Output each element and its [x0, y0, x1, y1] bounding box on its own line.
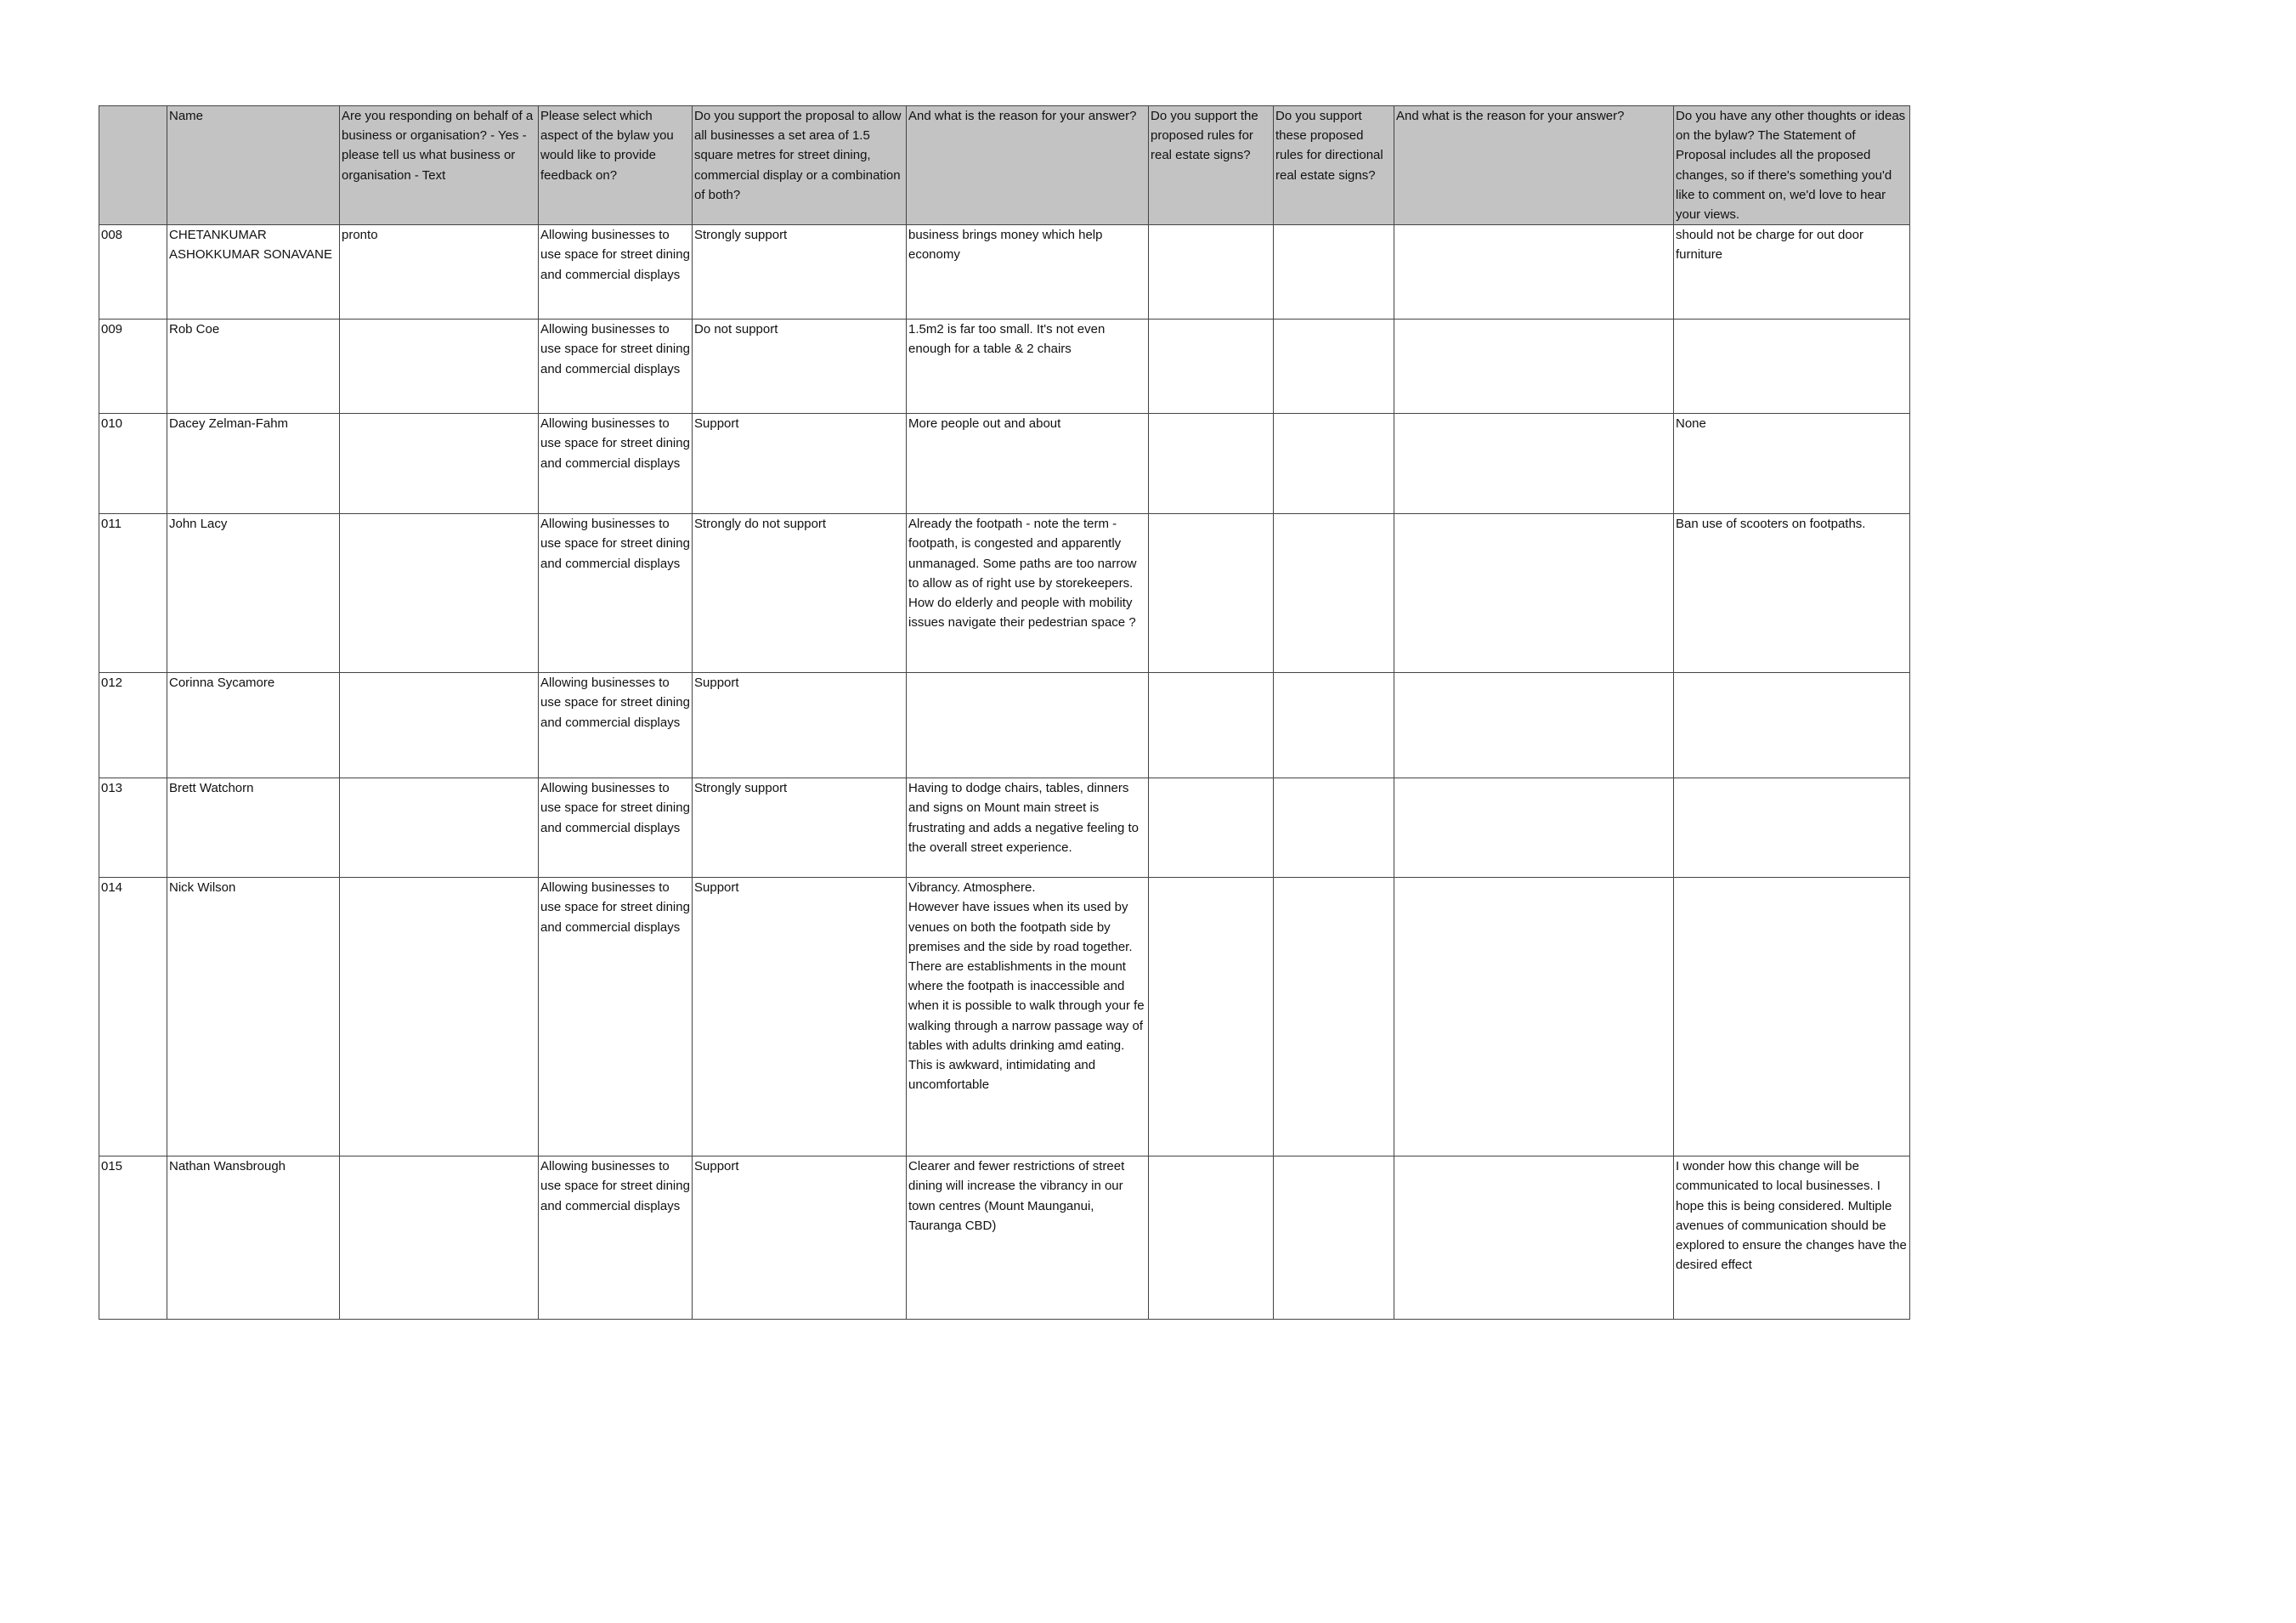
cell-directional-signs[interactable]	[1274, 1156, 1394, 1320]
cell-reason-signs[interactable]	[1394, 320, 1674, 414]
cell-real-estate-signs[interactable]	[1149, 673, 1274, 778]
cell-reason[interactable]: Vibrancy. Atmosphere. However have issues when its used by venues on both the footpath side by premises and the side by road together. There are establishments in the mount where the footpath is inaccessible and when it is possible to walk through your fe walking through a narrow passage way of tables with adults drinking amd eating. This is awkward, intimidating and uncomfortable	[907, 878, 1149, 1156]
cell-reason[interactable]: business brings money which help economy	[907, 225, 1149, 320]
cell-bylaw-aspect[interactable]: Allowing businesses to use space for street dining and commercial displays	[539, 1156, 693, 1320]
cell-reason-signs[interactable]	[1394, 878, 1674, 1156]
cell-name[interactable]: CHETANKUMAR ASHOKKUMAR SONAVANE	[167, 225, 340, 320]
cell-id[interactable]: 009	[99, 320, 167, 414]
cell-id[interactable]: 012	[99, 673, 167, 778]
cell-real-estate-signs[interactable]	[1149, 514, 1274, 673]
cell-directional-signs[interactable]	[1274, 225, 1394, 320]
table-row	[99, 514, 1910, 673]
cell-bylaw-aspect[interactable]: Allowing businesses to use space for street dining and commercial displays	[539, 320, 693, 414]
header-cell-directional-signs[interactable]: Do you support these proposed rules for directional real estate signs?	[1274, 106, 1394, 225]
cell-real-estate-signs[interactable]	[1149, 878, 1274, 1156]
cell-reason-signs[interactable]	[1394, 414, 1674, 514]
header-cell-other-thoughts[interactable]: Do you have any other thoughts or ideas on the bylaw? The Statement of Proposal includes all the proposed changes, so if there's something you'd like to comment on, we'd love to hear your views.	[1674, 106, 1910, 225]
cell-directional-signs[interactable]	[1274, 414, 1394, 514]
cell-name[interactable]: Dacey Zelman-Fahm	[167, 414, 340, 514]
cell-bylaw-aspect[interactable]: Allowing businesses to use space for street dining and commercial displays	[539, 414, 693, 514]
submissions-table	[99, 105, 1910, 1320]
header-cell-id[interactable]	[99, 106, 167, 225]
cell-directional-signs[interactable]	[1274, 673, 1394, 778]
cell-reason[interactable]	[907, 673, 1149, 778]
cell-support[interactable]: Support	[693, 878, 907, 1156]
cell-directional-signs[interactable]	[1274, 514, 1394, 673]
cell-other-thoughts[interactable]	[1674, 878, 1910, 1156]
cell-bylaw-aspect[interactable]: Allowing businesses to use space for street dining and commercial displays	[539, 778, 693, 878]
cell-reason[interactable]: Already the footpath - note the term - footpath, is congested and apparently unmanaged. Some paths are too narrow to allow as of right use by storekeepers. How do elderly and people with mobility issues navigate their pedestrian space ?	[907, 514, 1149, 673]
cell-directional-signs[interactable]	[1274, 320, 1394, 414]
cell-id[interactable]: 014	[99, 878, 167, 1156]
cell-id[interactable]: 010	[99, 414, 167, 514]
cell-organisation[interactable]	[340, 414, 539, 514]
cell-organisation[interactable]: pronto	[340, 225, 539, 320]
cell-other-thoughts[interactable]: should not be charge for out door furniture	[1674, 225, 1910, 320]
cell-reason-signs[interactable]	[1394, 673, 1674, 778]
cell-organisation[interactable]	[340, 320, 539, 414]
cell-directional-signs[interactable]	[1274, 878, 1394, 1156]
cell-support[interactable]: Do not support	[693, 320, 907, 414]
cell-real-estate-signs[interactable]	[1149, 778, 1274, 878]
cell-reason-signs[interactable]	[1394, 778, 1674, 878]
cell-reason[interactable]: Clearer and fewer restrictions of street dining will increase the vibrancy in our town centres (Mount Maunganui, Tauranga CBD)	[907, 1156, 1149, 1320]
cell-other-thoughts[interactable]	[1674, 778, 1910, 878]
cell-support[interactable]: Support	[693, 414, 907, 514]
cell-directional-signs[interactable]	[1274, 778, 1394, 878]
cell-reason[interactable]: More people out and about	[907, 414, 1149, 514]
cell-reason-signs[interactable]	[1394, 1156, 1674, 1320]
cell-name[interactable]: Corinna Sycamore	[167, 673, 340, 778]
cell-bylaw-aspect[interactable]: Allowing businesses to use space for street dining and commercial displays	[539, 878, 693, 1156]
cell-bylaw-aspect[interactable]: Allowing businesses to use space for street dining and commercial displays	[539, 673, 693, 778]
cell-reason-signs[interactable]	[1394, 225, 1674, 320]
cell-other-thoughts[interactable]: Ban use of scooters on footpaths.	[1674, 514, 1910, 673]
table-row	[99, 414, 1910, 514]
header-cell-organisation[interactable]: Are you responding on behalf of a business or organisation? - Yes - please tell us what business or organisation - Text	[340, 106, 539, 225]
cell-id[interactable]: 015	[99, 1156, 167, 1320]
cell-other-thoughts[interactable]	[1674, 673, 1910, 778]
cell-bylaw-aspect[interactable]: Allowing businesses to use space for street dining and commercial displays	[539, 225, 693, 320]
header-cell-reason[interactable]: And what is the reason for your answer?	[907, 106, 1149, 225]
cell-id[interactable]: 013	[99, 778, 167, 878]
table-row	[99, 1156, 1910, 1320]
cell-organisation[interactable]	[340, 878, 539, 1156]
header-cell-support-street-dining[interactable]: Do you support the proposal to allow all businesses a set area of 1.5 square metres for street dining, commercial display or a combination of both?	[693, 106, 907, 225]
header-cell-real-estate-signs[interactable]: Do you support the proposed rules for real estate signs?	[1149, 106, 1274, 225]
cell-id[interactable]: 008	[99, 225, 167, 320]
cell-support[interactable]: Support	[693, 673, 907, 778]
cell-organisation[interactable]	[340, 514, 539, 673]
header-row	[99, 106, 1910, 225]
cell-organisation[interactable]	[340, 673, 539, 778]
cell-other-thoughts[interactable]: None	[1674, 414, 1910, 514]
cell-name[interactable]: Brett Watchorn	[167, 778, 340, 878]
cell-reason[interactable]: Having to dodge chairs, tables, dinners and signs on Mount main street is frustrating and adds a negative feeling to the overall street experience.	[907, 778, 1149, 878]
cell-bylaw-aspect[interactable]: Allowing businesses to use space for street dining and commercial displays	[539, 514, 693, 673]
cell-name[interactable]: Rob Coe	[167, 320, 340, 414]
cell-real-estate-signs[interactable]	[1149, 1156, 1274, 1320]
cell-support[interactable]: Strongly support	[693, 778, 907, 878]
cell-organisation[interactable]	[340, 778, 539, 878]
header-cell-reason-signs[interactable]: And what is the reason for your answer?	[1394, 106, 1674, 225]
cell-organisation[interactable]	[340, 1156, 539, 1320]
cell-reason-signs[interactable]	[1394, 514, 1674, 673]
cell-real-estate-signs[interactable]	[1149, 414, 1274, 514]
cell-support[interactable]: Strongly support	[693, 225, 907, 320]
table-row	[99, 320, 1910, 414]
cell-name[interactable]: Nathan Wansbrough	[167, 1156, 340, 1320]
cell-real-estate-signs[interactable]	[1149, 320, 1274, 414]
cell-other-thoughts[interactable]	[1674, 320, 1910, 414]
cell-real-estate-signs[interactable]	[1149, 225, 1274, 320]
table-row	[99, 225, 1910, 320]
cell-support[interactable]: Support	[693, 1156, 907, 1320]
cell-other-thoughts[interactable]: I wonder how this change will be communicated to local businesses. I hope this is being considered. Multiple avenues of communication should be explored to ensure the changes have the desired effect	[1674, 1156, 1910, 1320]
table-row	[99, 673, 1910, 778]
cell-id[interactable]: 011	[99, 514, 167, 673]
cell-name[interactable]: Nick Wilson	[167, 878, 340, 1156]
cell-support[interactable]: Strongly do not support	[693, 514, 907, 673]
header-cell-bylaw-aspect[interactable]: Please select which aspect of the bylaw you would like to provide feedback on?	[539, 106, 693, 225]
table-row	[99, 778, 1910, 878]
header-cell-name[interactable]: Name	[167, 106, 340, 225]
cell-name[interactable]: John Lacy	[167, 514, 340, 673]
table-row	[99, 878, 1910, 1156]
cell-reason[interactable]: 1.5m2 is far too small. It's not even enough for a table & 2 chairs	[907, 320, 1149, 414]
